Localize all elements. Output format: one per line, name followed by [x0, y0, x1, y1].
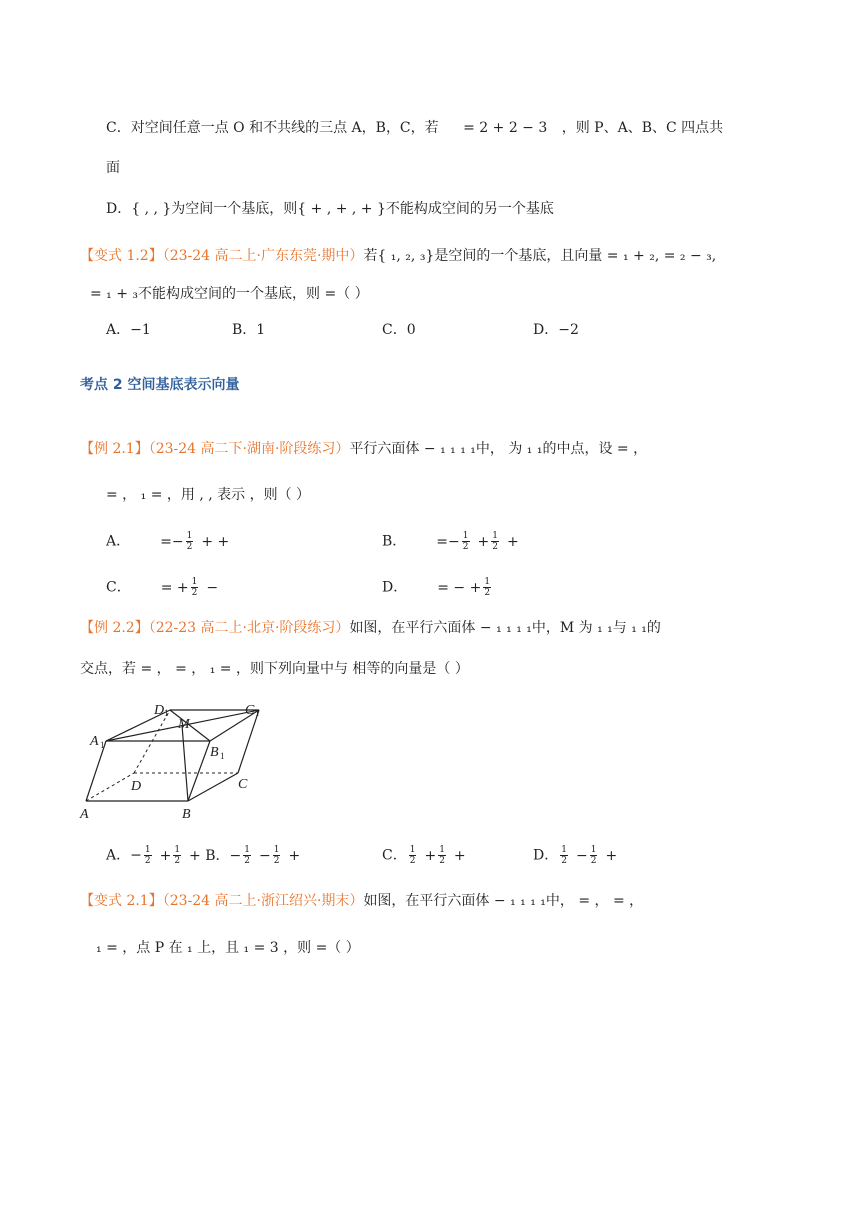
variant-1-2-line2: = ₁ + ₃不能构成空间的一个基底，则 =（ ）: [90, 286, 369, 302]
example-2-2-option-c: C． $\frac{1}{2}$ + $\frac{1}{2}$ +: [382, 845, 466, 866]
option-expr: =−: [160, 533, 184, 550]
example-2-1-text1: 平行六面体 − ₁ ₁ ₁ ₁中， 为 ₁ ₁的中点，设 = ，: [349, 441, 648, 457]
example-2-1-option-d: [382, 577, 493, 598]
parallelepiped-figure: [76, 698, 276, 824]
fraction: $\frac{1}{2}$: [144, 845, 151, 866]
variant-2-1-text1: 如图，在平行六面体 − ₁ ₁ ₁ ₁中， = ， = ，: [363, 893, 644, 909]
question-c-text: C．对空间任意一点 O 和不共线的三点 A，B，C，若: [106, 120, 439, 136]
label-c: C: [238, 777, 248, 792]
svg-text:1: 1: [164, 708, 169, 718]
fraction: $\frac{1}{2}$: [492, 531, 498, 552]
option-expr-mid: +: [477, 533, 490, 550]
example-2-1-source: （23-24 高二下·湖南·阶段练习）: [148, 441, 350, 457]
svg-text:1: 1: [220, 751, 225, 761]
example-2-2-tag: 【例 2.2】: [80, 620, 149, 636]
question-c-text-end: ，则 P、A、B、C 四点共: [561, 120, 724, 136]
variant-1-2-text1: 若{ ₁, ₂, ₃}是空间的一个基底，且向量 = ₁ + ₂, = ₂ − ₃,: [363, 248, 717, 264]
example-2-1-option-b: [382, 531, 519, 552]
variant-1-2-option-a: A．−1: [106, 322, 151, 338]
variant-2-1-tag: 【变式 2.1】: [80, 893, 163, 909]
variant-1-2-option-c: C．0: [382, 322, 416, 338]
example-2-2-line2: 交点，若 = ， = ， ₁ = ，则下列向量中与 相等的向量是（ ）: [80, 661, 469, 677]
fraction: $\frac{1}{2}$: [590, 845, 597, 866]
label-b1: B: [210, 745, 219, 760]
section-heading: 考点 2 空间基底表示向量: [80, 377, 240, 393]
example-2-2-line1: [80, 618, 661, 638]
fraction: $\frac{1}{2}$: [191, 577, 198, 598]
fraction: $\frac{1}{2}$: [561, 845, 567, 866]
option-a-label: A．−: [106, 847, 142, 864]
question-c-line2: 面: [106, 160, 120, 176]
label-d: D: [131, 779, 142, 794]
fraction: $\frac{1}{2}$: [484, 577, 491, 598]
option-label: C．: [106, 579, 131, 596]
example-2-1-tag: 【例 2.1】: [80, 441, 149, 457]
option-label: A．: [106, 533, 131, 550]
example-2-2-option-d: D． $\frac{1}{2}$ − $\frac{1}{2}$ +: [533, 845, 618, 866]
variant-1-2-tag: 【变式 1.2】: [80, 248, 163, 264]
fraction: $\frac{1}{2}$: [462, 531, 469, 552]
svg-text:1: 1: [255, 708, 260, 718]
svg-text:1: 1: [100, 740, 105, 750]
question-d-text: D．{ , , }为空间一个基底，则{ + , + , + }不能构成空间的另一个基底: [106, 201, 554, 217]
fraction: $\frac{1}{2}$: [409, 845, 416, 866]
option-expr: =−: [436, 533, 460, 550]
option-expr: = +: [160, 579, 189, 596]
example-2-1-option-c: [106, 577, 218, 598]
variant-2-1-line2: ₁ = ，点 P 在 ₁ 上，且 ₁ = 3 ，则 =（ ）: [96, 940, 360, 956]
fraction: $\frac{1}{2}$: [273, 845, 280, 866]
option-expr-tail: −: [206, 579, 219, 596]
label-d1: D: [154, 703, 165, 718]
option-expr: = − +: [437, 579, 482, 596]
option-expr-tail: +: [506, 533, 519, 550]
label-c1: C: [245, 703, 255, 718]
example-2-1-option-a: [106, 531, 229, 552]
example-2-2-options-ab: A．− $\frac{1}{2}$ + $\frac{1}{2}$ + B．− $\frac{1}{2}$ − $\frac{1}{2}$ +: [106, 845, 301, 866]
variant-1-2-option-d: D．−2: [533, 322, 579, 338]
question-c-equation: = 2 + 2 − 3: [463, 120, 548, 136]
option-label: D．: [382, 579, 408, 596]
option-expr-tail: + +: [201, 533, 230, 550]
example-2-2-text1: 如图，在平行六面体 − ₁ ₁ ₁ ₁中，M 为 ₁ ₁与 ₁ ₁的: [349, 620, 661, 636]
option-b-label: + B．−: [189, 847, 242, 864]
variant-1-2-option-b: B．1: [232, 322, 266, 338]
label-a1: A: [90, 734, 99, 749]
fraction: $\frac{1}{2}$: [174, 845, 181, 866]
variant-1-2-source: （23-24 高二上·广东东莞·期中）: [162, 248, 364, 264]
label-a: A: [80, 807, 89, 822]
example-2-2-source: （22-23 高二上·北京·阶段练习）: [148, 620, 350, 636]
question-c-line1: [106, 118, 723, 138]
label-b: B: [182, 807, 191, 822]
variant-1-2-line1: [80, 246, 716, 266]
fraction: $\frac{1}{2}$: [186, 531, 193, 552]
fraction: $\frac{1}{2}$: [439, 845, 445, 866]
option-label: B．: [382, 533, 407, 550]
variant-2-1-line1: [80, 891, 643, 911]
example-2-1-line1: [80, 439, 647, 459]
variant-2-1-source: （23-24 高二上·浙江绍兴·期末）: [162, 893, 364, 909]
example-2-1-line2: = ， ₁ = ，用 , , 表示 ，则（ ）: [106, 487, 311, 503]
label-m: M: [178, 717, 190, 732]
fraction: $\frac{1}{2}$: [244, 845, 250, 866]
